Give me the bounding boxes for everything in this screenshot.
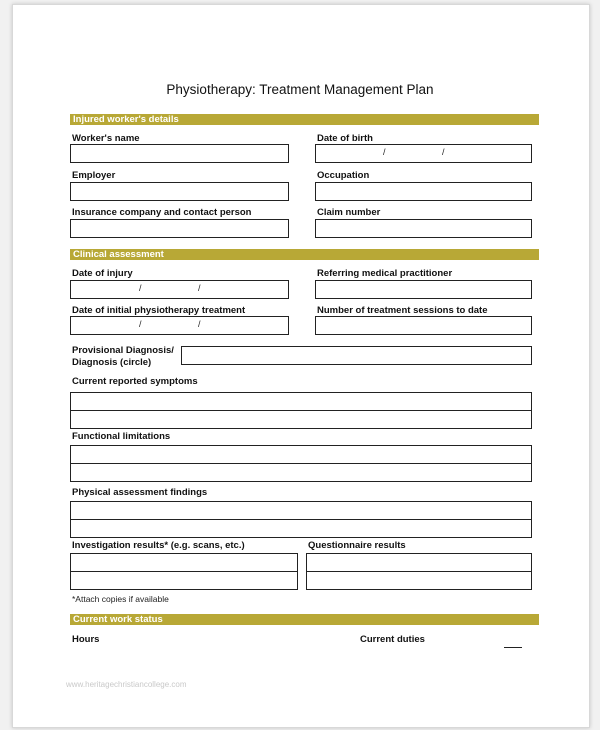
- investigation-results-label: Investigation results* (e.g. scans, etc.): [72, 540, 245, 551]
- date-of-injury-field[interactable]: [70, 280, 289, 299]
- watermark: www.heritagechristiancollege.com: [66, 680, 187, 689]
- referring-practitioner-field[interactable]: [315, 280, 532, 299]
- current-symptoms-field-line1[interactable]: [70, 392, 532, 411]
- provisional-diagnosis-label: [72, 345, 174, 369]
- insurance-field[interactable]: [70, 219, 289, 238]
- provisional-diagnosis-field[interactable]: [181, 346, 532, 365]
- date-separator: /: [139, 283, 142, 293]
- physical-findings-label: Physical assessment findings: [72, 487, 208, 498]
- date-separator: /: [383, 147, 386, 157]
- occupation-field[interactable]: [315, 182, 532, 201]
- date-separator: /: [442, 147, 445, 157]
- attach-copies-note: *Attach copies if available: [72, 594, 169, 604]
- questionnaire-results-field-line1[interactable]: [306, 553, 532, 572]
- date-of-injury-label: Date of injury: [72, 268, 133, 279]
- workers-name-field[interactable]: [70, 144, 289, 163]
- employer-label: Employer: [72, 170, 116, 181]
- occupation-label: Occupation: [317, 170, 370, 181]
- provisional-diagnosis-label-line1: Provisional Diagnosis/: [72, 345, 174, 356]
- functional-limitations-label: Functional limitations: [72, 431, 171, 442]
- date-initial-treatment-label: Date of initial physiotherapy treatment: [72, 305, 246, 316]
- questionnaire-results-label: Questionnaire results: [308, 540, 406, 551]
- date-separator: /: [198, 319, 201, 329]
- physical-findings-field-line2[interactable]: [70, 519, 532, 538]
- hours-label: Hours: [72, 634, 100, 645]
- referring-practitioner-label: Referring medical practitioner: [317, 268, 453, 279]
- current-duties-checkbox-edge[interactable]: [504, 647, 522, 648]
- date-of-birth-label: Date of birth: [317, 133, 373, 144]
- current-symptoms-label: Current reported symptoms: [72, 376, 198, 387]
- page-title: Physiotherapy: Treatment Management Plan: [166, 82, 434, 97]
- investigation-results-field-line1[interactable]: [70, 553, 298, 572]
- date-of-birth-field[interactable]: [315, 144, 532, 163]
- current-symptoms-field-line2[interactable]: [70, 410, 532, 429]
- workers-name-label: Worker's name: [72, 133, 140, 144]
- date-separator: /: [139, 319, 142, 329]
- section-header-worker: Injured worker's details: [70, 114, 539, 125]
- num-sessions-label: Number of treatment sessions to date: [317, 305, 488, 316]
- functional-limitations-field-line2[interactable]: [70, 463, 532, 482]
- claim-number-field[interactable]: [315, 219, 532, 238]
- insurance-label: Insurance company and contact person: [72, 207, 252, 218]
- functional-limitations-field-line1[interactable]: [70, 445, 532, 464]
- provisional-diagnosis-label-line2: Diagnosis (circle): [72, 357, 152, 368]
- date-separator: /: [198, 283, 201, 293]
- num-sessions-field[interactable]: [315, 316, 532, 335]
- section-header-work-status: Current work status: [70, 614, 539, 625]
- questionnaire-results-field-line2[interactable]: [306, 571, 532, 590]
- investigation-results-field-line2[interactable]: [70, 571, 298, 590]
- section-header-clinical: Clinical assessment: [70, 249, 539, 260]
- employer-field[interactable]: [70, 182, 289, 201]
- physical-findings-field-line1[interactable]: [70, 501, 532, 520]
- current-duties-label: Current duties: [360, 634, 425, 645]
- date-initial-treatment-field[interactable]: [70, 316, 289, 335]
- claim-number-label: Claim number: [317, 207, 381, 218]
